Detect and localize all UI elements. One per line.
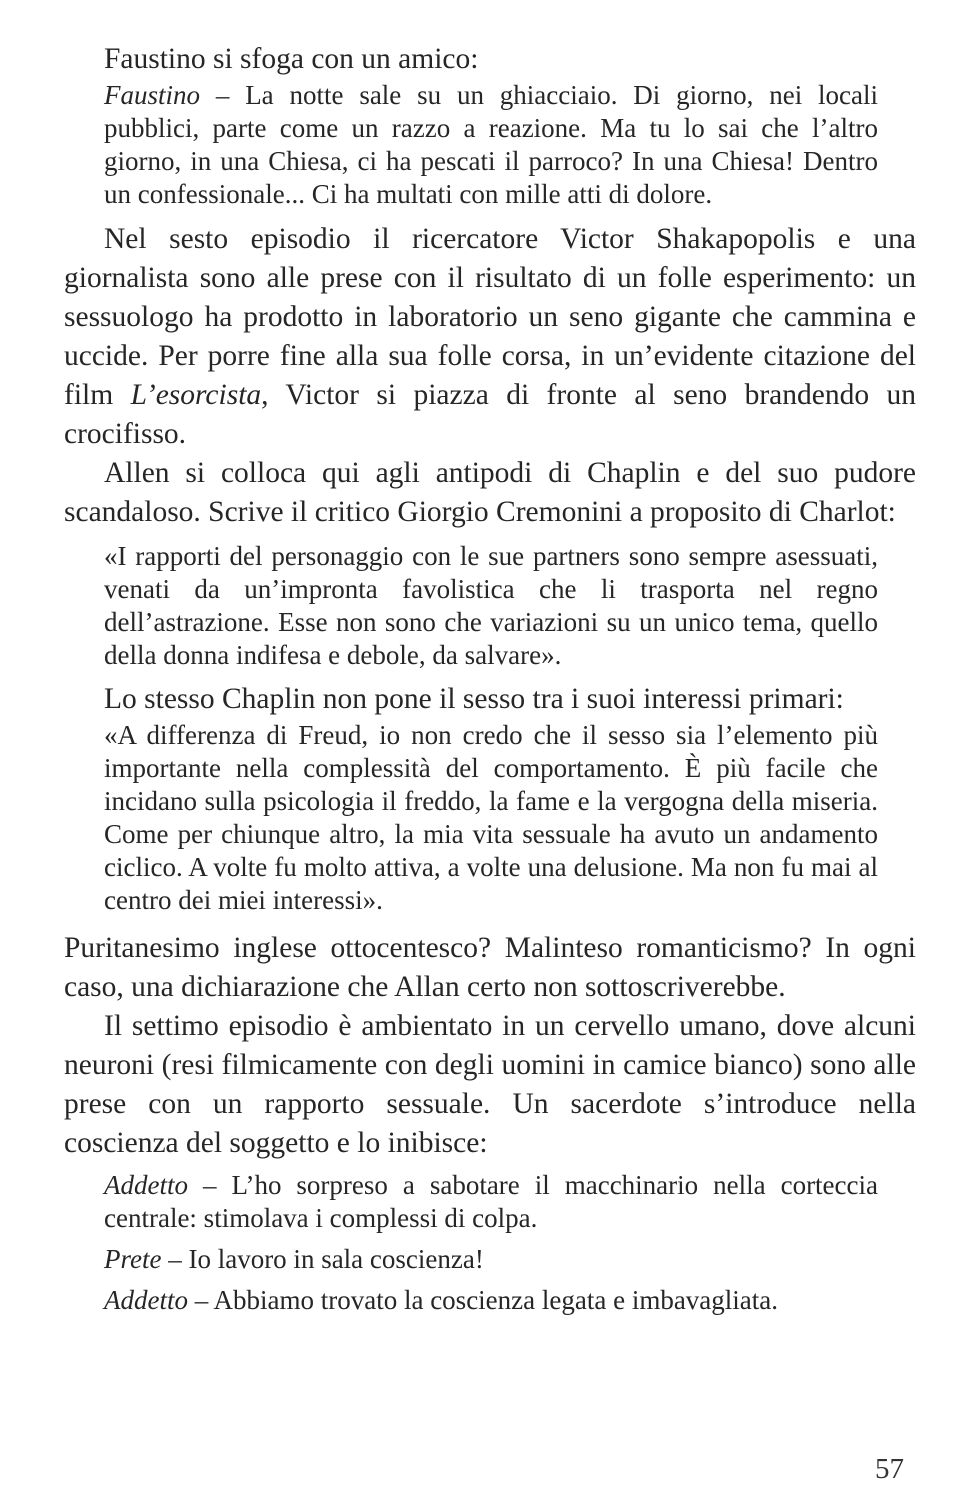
lead-chaplin: Lo stesso Chaplin non pone il sesso tra i suoi interessi primari:	[104, 683, 844, 715]
dialogue-text: Io lavoro in sala coscienza!	[188, 1244, 484, 1274]
speaker-name: Faustino	[104, 80, 201, 110]
page-number: 57	[875, 1453, 904, 1485]
quote-text: «I rapporti del personaggio con le sue partners sono sempre asessuati, venati da un’impronta favolistica che li trasporta nel regno dell’astrazione. Esse non sono che variazioni su un unico tema, quello della donna indifesa e debole, da salvare».	[104, 541, 878, 670]
dialogue-line	[104, 1169, 878, 1235]
dialogue-text: La notte sale su un ghiacciaio. Di giorno, nei locali pubblici, parte come un razzo a reazione. Ma tu lo sai che l’altro giorno, in una Chiesa, ci ha pescati il parroco? In una Chiesa! Dentro un confessionale... Ci ha multati con mille atti di dolore.	[104, 80, 879, 209]
paragraph-seventh-episode: Il settimo episodio è ambientato in un cervello umano, dove alcuni neuroni (resi filmicamente con degli uomini in camice bianco) sono alle prese con un rapporto sessuale. Un sacerdote s’introduce nella coscienza del soggetto e lo inibisce:	[64, 1010, 916, 1159]
dialogue-dash: –	[187, 1170, 232, 1200]
paragraph-puritanesimo: Puritanesimo inglese ottocentesco? Malinteso romanticismo? In ogni caso, una dichiarazione che Allan certo non sottoscriverebbe.	[64, 932, 916, 1003]
dialogue-neurons	[104, 1169, 878, 1317]
quote-chaplin	[104, 719, 878, 917]
paragraph-text: Nel sesto episodio il ricercatore Victor Shakapopolis e una giornalista sono alle prese con il risultato di un folle esperimento: un sessuologo ha prodotto in laboratorio un seno gigante che cammina e uccide. Per porre fine alla sua folle corsa, in un’evidente citazione del film	[64, 223, 916, 411]
dialogue-dash: –	[161, 1244, 189, 1274]
dialogue-dash: –	[187, 1285, 214, 1315]
paragraph-chaplin: Allen si colloca qui agli antipodi di Chaplin e del suo pudore scandaloso. Scrive il critico Giorgio Cremonini a proposito di Charlot:	[64, 457, 916, 528]
dialogue-text: Abbiamo trovato la coscienza legata e imbavagliata.	[213, 1285, 779, 1315]
dialogue-line	[104, 1284, 878, 1317]
dialogue-faustino	[104, 79, 878, 211]
film-title: L’esorcista	[130, 379, 262, 411]
dialogue-line	[104, 79, 878, 211]
intro-line: Faustino si sfoga con un amico:	[104, 43, 479, 75]
quote-cremonini	[104, 540, 878, 672]
speaker-name: Addetto	[104, 1170, 188, 1200]
quote-text: «A differenza di Freud, io non credo che il sesso sia l’elemento più importante nella complessità del comportamento. È più facile che incidano sulla psicologia il freddo, la fame e la vergogna della miseria. Come per chiunque altro, la mia vita sessuale ha avuto un andamento ciclico. A volte fu molto attiva, a volte una delusione. Ma non fu mai al centro dei miei interessi».	[104, 720, 878, 915]
dialogue-line	[104, 1243, 878, 1276]
paragraph-sixth-episode	[64, 220, 916, 454]
paragraph-text: , Victor si piazza di fronte al seno brandendo un crocifisso.	[64, 379, 916, 450]
speaker-name: Prete	[104, 1244, 162, 1274]
speaker-name: Addetto	[104, 1285, 188, 1315]
dialogue-text: L’ho sorpreso a sabotare il macchinario nella corteccia centrale: stimolava i complessi di colpa.	[104, 1170, 878, 1233]
book-page	[64, 40, 916, 1317]
dialogue-dash: –	[200, 80, 246, 110]
